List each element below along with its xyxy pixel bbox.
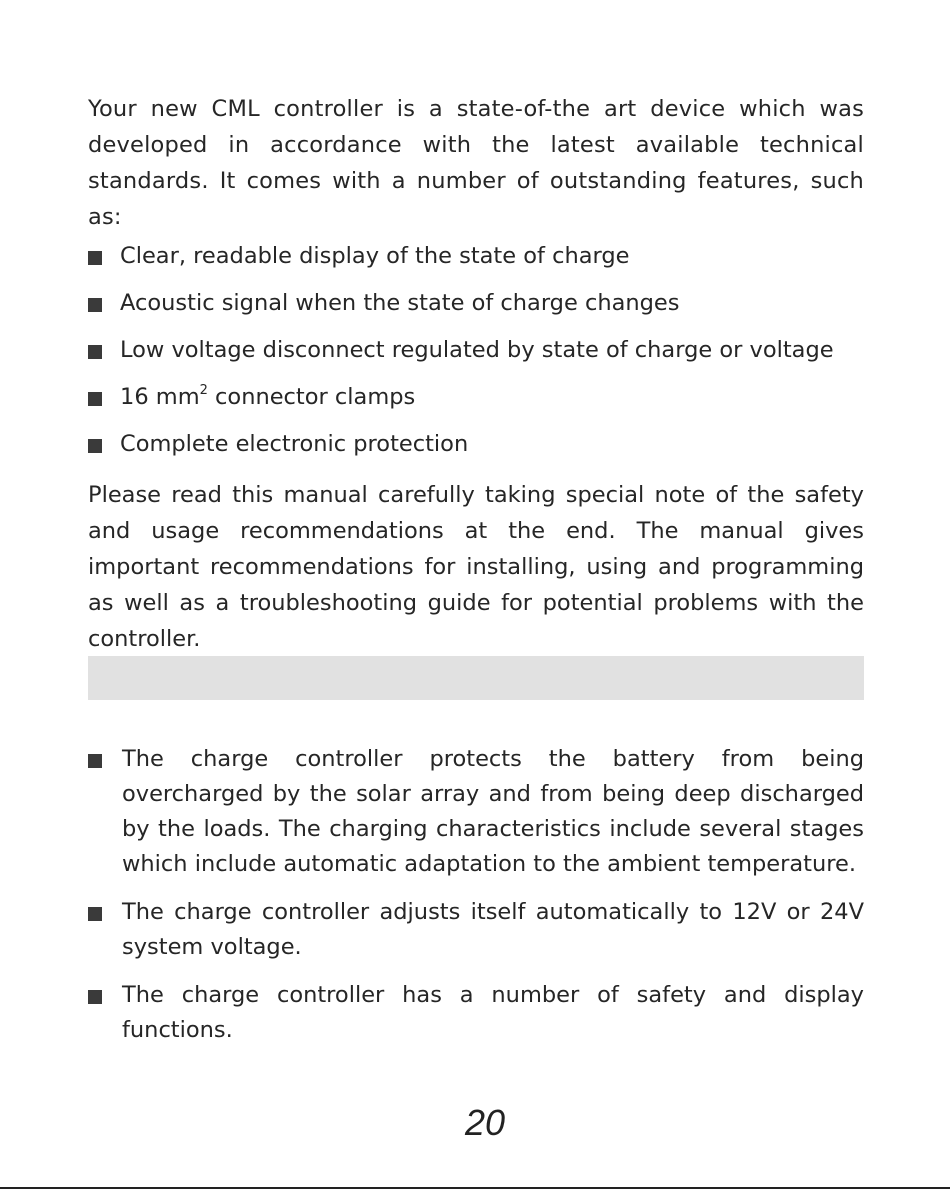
manual-page-body — [88, 91, 864, 657]
feature-text-suffix: connector clamps — [207, 384, 416, 410]
page-number: 20 — [464, 1102, 506, 1143]
feature-text: Acoustic signal when the state of charge changes — [120, 290, 680, 316]
feature-text: Complete electronic protection — [120, 431, 469, 457]
description-text: The charge controller protects the battery from being overcharged by the solar array and from being deep discharged by the loads. The charging characteristics include several stages which include automatic adaptation to the ambient temperature. — [122, 746, 864, 877]
square-bullet-icon — [88, 754, 102, 768]
feature-list — [88, 238, 864, 462]
feature-text: Clear, readable display of the state of charge — [120, 243, 630, 269]
feature-text-prefix: 16 mm — [120, 384, 200, 410]
feature-item — [88, 285, 864, 321]
intro-paragraph: Your new CML controller is a state-of-the art device which was developed in accordance with the latest available technical standards. It comes with a number of outstanding features, such as: — [88, 96, 864, 230]
section-heading-band — [88, 656, 864, 700]
description-list — [88, 742, 864, 1061]
square-bullet-icon — [88, 251, 102, 265]
description-item — [88, 978, 864, 1048]
square-bullet-icon — [88, 907, 102, 921]
feature-item — [88, 332, 864, 368]
feature-item — [88, 379, 864, 415]
square-bullet-icon — [88, 298, 102, 312]
feature-item — [88, 426, 864, 462]
manual-note-paragraph: Please read this manual carefully taking special note of the safety and usage recommendations at the end. The manual gives important recommendations for installing, using and programming as well as a troubleshooting guide for potential problems with the controller. — [88, 482, 864, 652]
description-text: The charge controller adjusts itself automatically to 12V or 24V system voltage. — [122, 899, 864, 960]
description-item — [88, 742, 864, 882]
description-item — [88, 895, 864, 965]
square-bullet-icon — [88, 392, 102, 406]
square-bullet-icon — [88, 345, 102, 359]
feature-item — [88, 238, 864, 274]
feature-text-superscript: 2 — [199, 383, 208, 398]
description-text: The charge controller has a number of safety and display functions. — [122, 982, 864, 1043]
square-bullet-icon — [88, 990, 102, 1004]
feature-text: Low voltage disconnect regulated by state of charge or voltage — [120, 337, 834, 363]
square-bullet-icon — [88, 439, 102, 453]
